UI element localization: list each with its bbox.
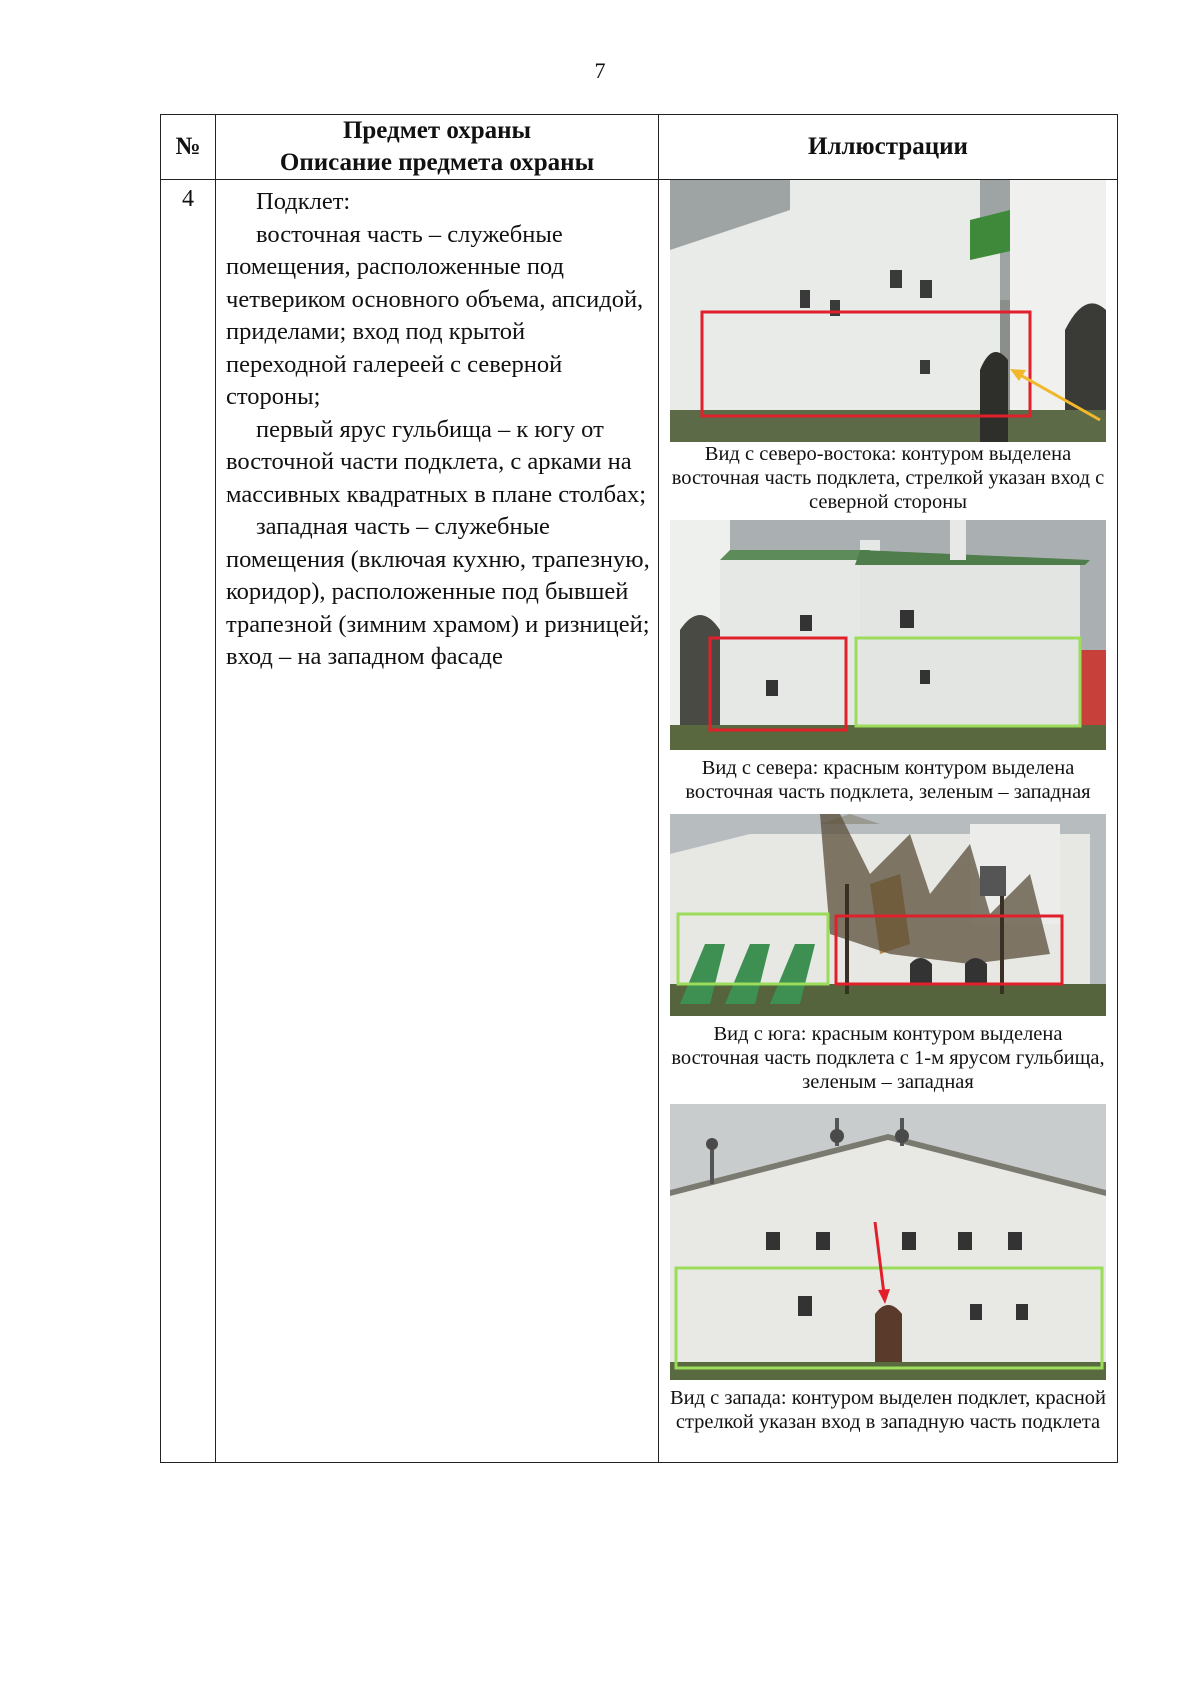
row-number: 4: [161, 180, 216, 1463]
header-subject-line1: Предмет охраны: [342, 117, 532, 144]
header-subject: [216, 115, 659, 180]
description-paragraph: западная часть – служебные помещения (включая кухню, трапезную, коридор), расположенные под бывшей трапезной (зимним храмом) и ризницей; вход – на западном фасаде: [226, 513, 650, 670]
row-description: [216, 180, 659, 1463]
page-number: 7: [594, 58, 606, 83]
photo-west: [670, 1104, 1106, 1380]
photo-caption: Вид с юга: красным контуром выделена восточная часть подклета с 1-м ярусом гульбища, зеленым – западная: [671, 1023, 1105, 1093]
illustration-item: [669, 1104, 1107, 1434]
header-num: №: [161, 115, 216, 180]
photo-north: [670, 520, 1106, 750]
row-illustrations: [659, 180, 1118, 1463]
header-subject-line2: Описание предмета охраны: [279, 149, 595, 176]
photo-caption: Вид с севера: красным контуром выделена восточная часть подклета, зеленым – западная: [685, 757, 1091, 803]
table-header-row: [161, 115, 1118, 180]
description-paragraph: восточная часть – служебные помещения, расположенные под четвериком основного объема, апсидой, приделами; вход под крытой переходной галереей с северной стороны;: [226, 220, 644, 410]
description-paragraph: Подклет:: [256, 188, 351, 215]
illustration-item: [669, 814, 1107, 1094]
photo-northeast: [670, 180, 1106, 442]
photo-caption: Вид с северо-востока: контуром выделена восточная часть подклета, стрелкой указан вход с северной стороны: [671, 443, 1105, 513]
protection-table: [160, 114, 1118, 1463]
description-paragraph: первый ярус гульбища – к югу от восточной части подклета, с арками на массивных квадратных в плане столбах;: [226, 415, 647, 508]
illustration-item: [669, 180, 1107, 514]
table-row: [161, 180, 1118, 1463]
photo-south: [670, 814, 1106, 1016]
photo-caption: Вид с запада: контуром выделен подклет, красной стрелкой указан вход в западную часть подклета: [669, 1387, 1107, 1433]
illustration-item: [669, 520, 1107, 804]
header-illustrations: Иллюстрации: [659, 115, 1118, 180]
